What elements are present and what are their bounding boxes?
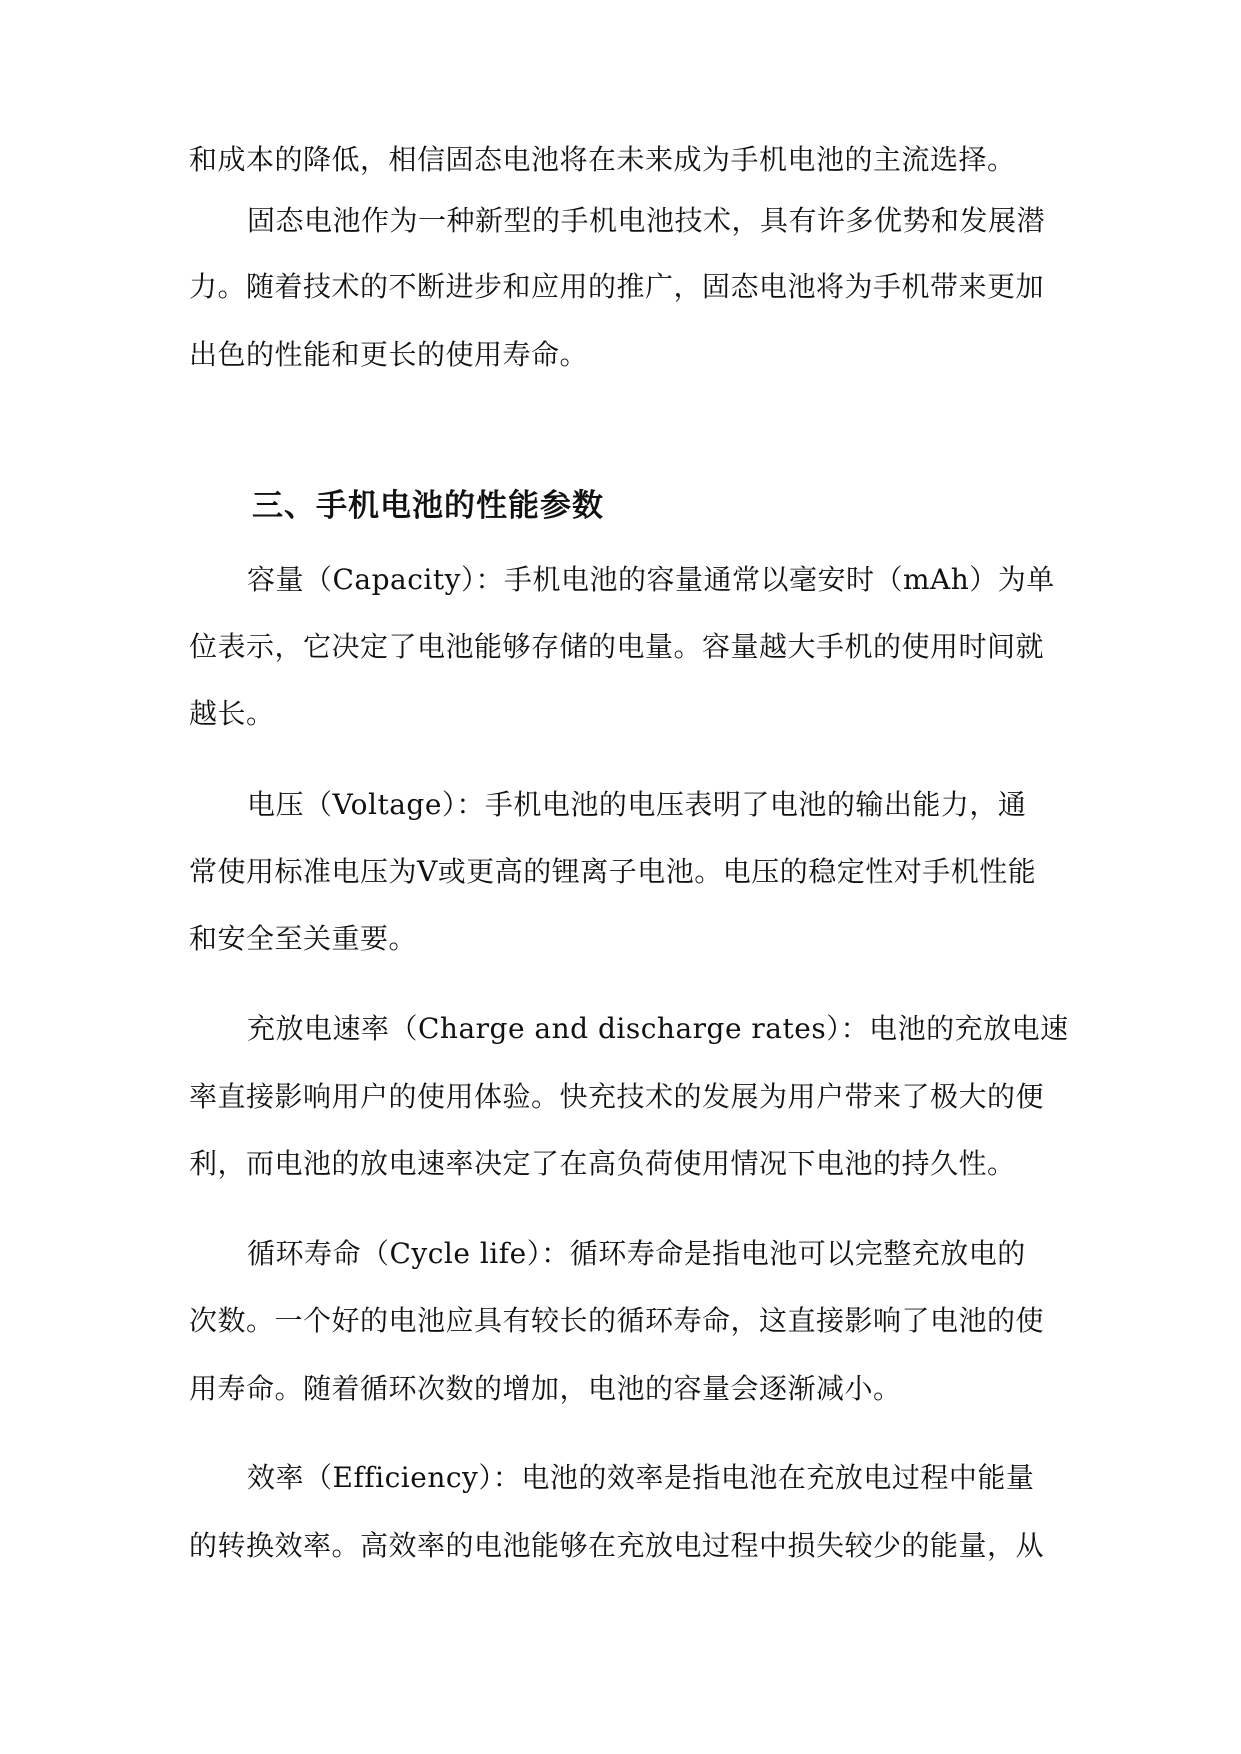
text-line: 固态电池作为一种新型的手机电池技术，具有许多优势和发展潜: [247, 204, 1046, 237]
text-line: 和安全至关重要。: [189, 922, 418, 955]
section-heading: 三、手机电池的性能参数: [252, 488, 604, 524]
text-line: 率直接影响用户的使用体验。快充技术的发展为用户带来了极大的便: [189, 1080, 1045, 1113]
text-line: 用寿命。随着循环次数的增加，电池的容量会逐渐减小。: [189, 1372, 902, 1405]
text-line: 位表示，它决定了电池能够存储的电量。容量越大手机的使用时间就: [189, 630, 1045, 663]
text-line: 循环寿命（Cycle life）：循环寿命是指电池可以完整充放电的: [247, 1237, 1026, 1270]
text-line: 充放电速率（Charge and discharge rates）：电池的充放电速: [247, 1012, 1069, 1045]
text-line: 容量（Capacity）：手机电池的容量通常以毫安时（mAh）为单: [247, 563, 1055, 596]
text-line: 出色的性能和更长的使用寿命。: [189, 338, 589, 371]
text-line: 越长。: [189, 697, 275, 730]
text-line: 利，而电池的放电速率决定了在高负荷使用情况下电池的持久性。: [189, 1147, 1016, 1180]
text-line: 效率（Efficiency）：电池的效率是指电池在充放电过程中能量: [247, 1461, 1035, 1494]
text-line: 常使用标准电压为V或更高的锂离子电池。电压的稳定性对手机性能: [189, 855, 1037, 888]
text-line: 次数。一个好的电池应具有较长的循环寿命，这直接影响了电池的使: [189, 1304, 1045, 1337]
text-line: 的转换效率。高效率的电池能够在充放电过程中损失较少的能量，从: [189, 1529, 1045, 1562]
text-line: 力。随着技术的不断进步和应用的推广，固态电池将为手机带来更加: [189, 270, 1045, 303]
text-line: 和成本的降低，相信固态电池将在未来成为手机电池的主流选择。: [189, 143, 1016, 176]
text-line: 电压（Voltage）：手机电池的电压表明了电池的输出能力，通: [247, 788, 1027, 821]
